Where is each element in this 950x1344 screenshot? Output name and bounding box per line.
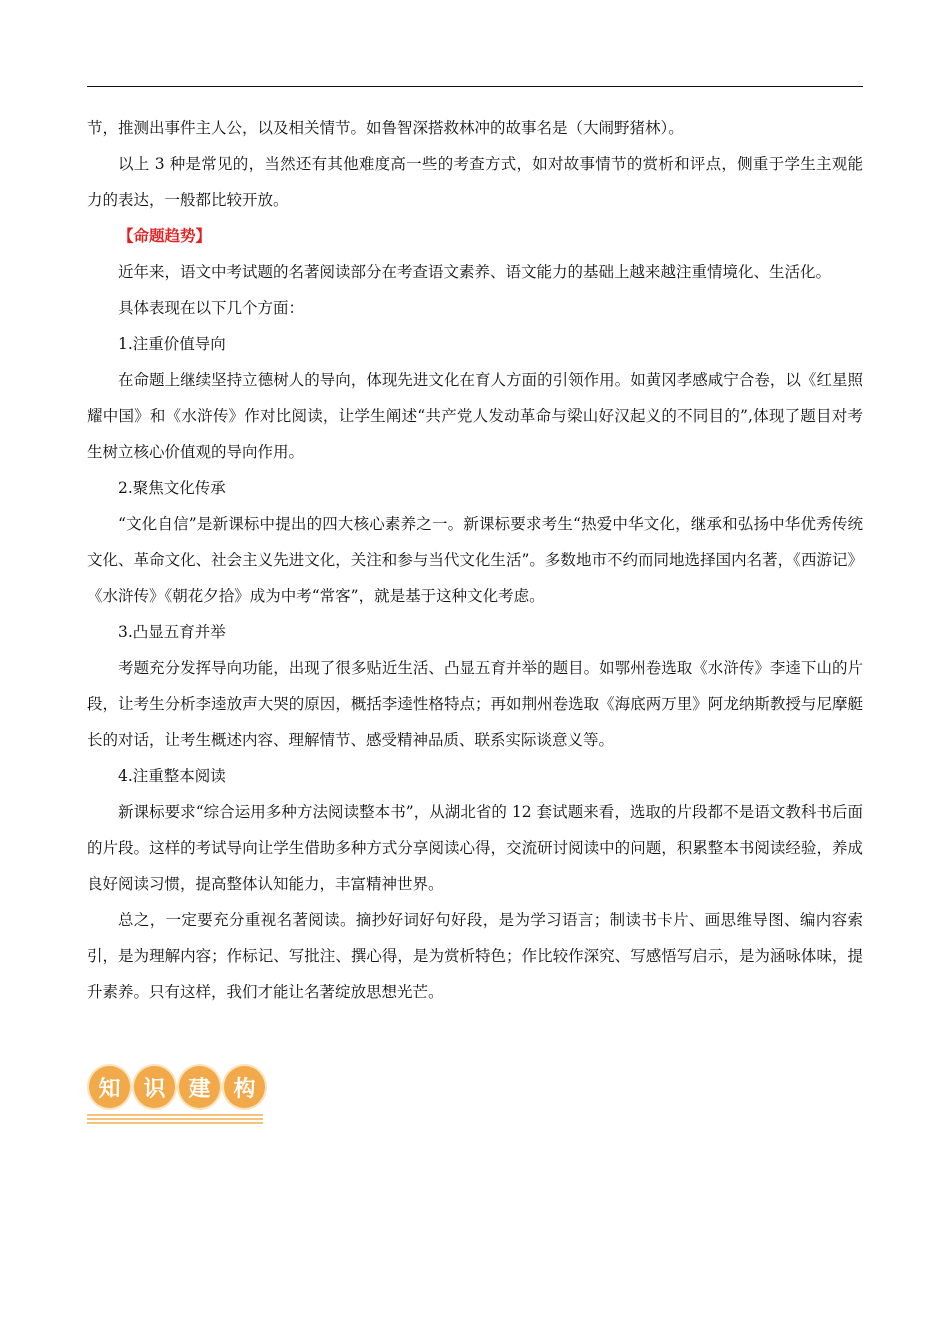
badge-char: 建 <box>177 1064 222 1110</box>
paragraph: 以上 3 种是常见的，当然还有其他难度高一些的考查方式，如对故事情节的赏析和评点，侧重于学生主观能力的表达，一般都比较开放。 <box>87 155 863 209</box>
badge-char: 知 <box>87 1064 132 1110</box>
badge-stripes <box>87 1114 263 1124</box>
paragraph: 新课标要求“综合运用多种方法阅读整本书”，从湖北省的 12 套试题来看，选取的片段都不是语文教科书后面的片段。这样的考试导向让学生借助多种方式分享阅读心得，交流研讨阅读中的问题，积累整本书阅读经验，养成良好阅读习惯，提高整体认知能力，丰富精神世界。 <box>87 803 863 893</box>
paragraph: 节，推测出事件主人公，以及相关情节。如鲁智深搭救林冲的故事名是（大闹野猪林）。 <box>87 119 684 137</box>
subheading: 1.注重价值导向 <box>118 335 226 353</box>
badge-char: 构 <box>222 1064 267 1110</box>
paragraph: 近年来，语文中考试题的名著阅读部分在考查语文素养、语文能力的基础上越来越注重情境化、生活化。 <box>118 263 832 281</box>
subheading: 4.注重整本阅读 <box>118 767 226 785</box>
paragraph: 具体表现在以下几个方面： <box>118 299 305 317</box>
paragraph: 考题充分发挥导向功能，出现了很多贴近生活、凸显五育并举的题目。如鄂州卷选取《水浒传》李逵下山的片段，让考生分析李逵放声大哭的原因，概括李逵性格特点；再如荆州卷选取《海底两万里》阿龙纳斯教授与尼摩艇长的对话，让考生概述内容、理解情节、感受精神品质、联系实际谈意义等。 <box>87 659 863 749</box>
subheading: 3.凸显五育并举 <box>118 623 226 641</box>
paragraph: “文化自信”是新课标中提出的四大核心素养之一。新课标要求考生“热爱中华文化，继承和弘扬中华优秀传统文化、革命文化、社会主义先进文化，关注和参与当代文化生活”。多数地市不约而同地选择国内名著，《西游记》《水浒传》《朝花夕拾》成为中考“常客”，就是基于这种文化考虑。 <box>87 515 863 605</box>
section-heading: 【命题趋势】 <box>118 227 212 245</box>
subheading: 2.聚焦文化传承 <box>118 479 226 497</box>
badge-char: 识 <box>132 1064 177 1110</box>
header-rule <box>87 86 863 87</box>
knowledge-structure-badge <box>87 1064 267 1124</box>
document-body <box>87 110 863 1010</box>
paragraph: 总之，一定要充分重视名著阅读。摘抄好词好句好段，是为学习语言；制读书卡片、画思维导图、编内容索引，是为理解内容；作标记、写批注、撰心得，是为赏析特色；作比较作深究、写感悟写启示，是为涵咏体味，提升素养。只有这样，我们才能让名著绽放思想光芒。 <box>87 911 863 1001</box>
paragraph: 在命题上继续坚持立德树人的导向，体现先进文化在育人方面的引领作用。如黄冈孝感咸宁合卷，以《红星照耀中国》和《水浒传》作对比阅读，让学生阐述“共产党人发动革命与梁山好汉起义的不同目的”,体现了题目对考生树立核心价值观的导向作用。 <box>87 371 863 461</box>
